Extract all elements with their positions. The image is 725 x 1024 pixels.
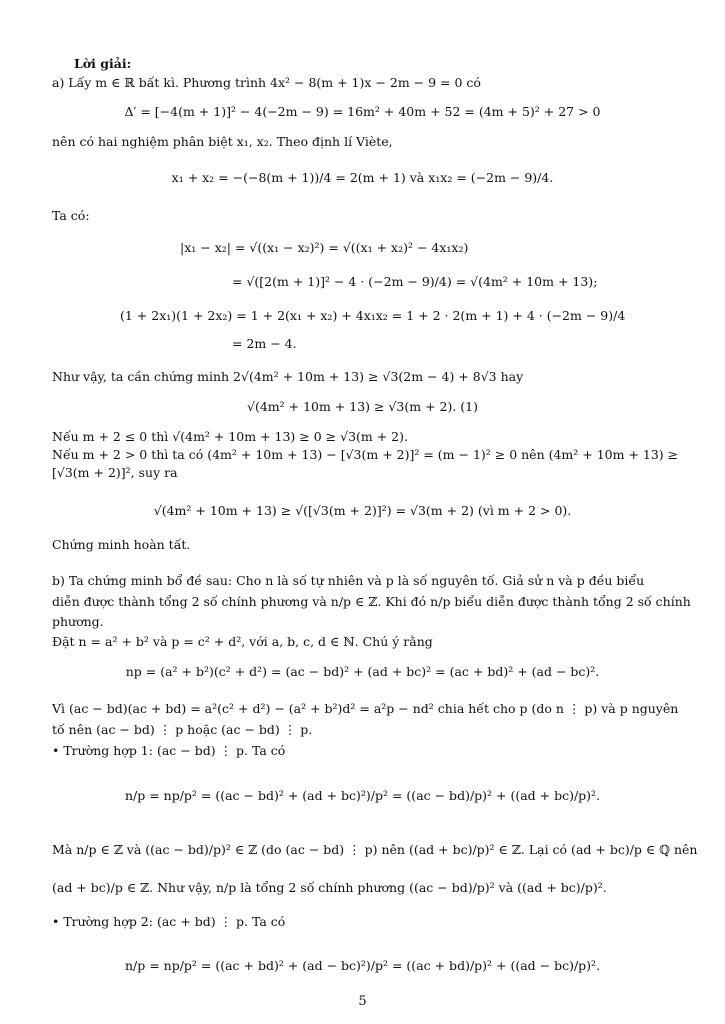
display-equation: n/p = np/p² = ((ac + bd)² + (ad − bc)²)/p² = ((ac + bd)/p)² + ((ad − bc)/p)². [124,958,601,973]
text-line: nên có hai nghiệm phân biệt x₁, x₂. Theo định lí Viète, [52,134,393,149]
text-line: Đặt n = a² + b² và p = c² + d², với a, b, c, d ∈ ℕ. Chú ý rằng [52,634,433,649]
display-equation: = 2m − 4. [232,336,297,351]
text-line: a) Lấy m ∈ ℝ bất kì. Phương trình 4x² − 8(m + 1)x − 2m − 9 = 0 có [52,75,481,90]
text-line: • Trường hợp 1: (ac − bd) ⋮ p. Ta có [52,743,286,758]
text-line: [√3(m + 2)]², suy ra [52,465,178,480]
solution-heading: Lời giải: [74,56,132,71]
display-equation: √(4m² + 10m + 13) ≥ √([√3(m + 2)]²) = √3(m + 2) (vì m + 2 > 0). [153,503,572,518]
text-line: • Trường hợp 2: (ac + bd) ⋮ p. Ta có [52,914,286,929]
text-line: Vì (ac − bd)(ac + bd) = a²(c² + d²) − (a² + b²)d² = a²p − nd² chia hết cho p (do n ⋮ p) và p nguyên [52,701,679,716]
text-line: b) Ta chứng minh bổ đề sau: Cho n là số tự nhiên và p là số nguyên tố. Giả sử n và p đều biểu [52,573,645,588]
display-equation: |x₁ − x₂| = √((x₁ − x₂)²) = √((x₁ + x₂)² − 4x₁x₂) [180,240,469,255]
text-line: Ta có: [52,208,90,223]
text-line: Nếu m + 2 ≤ 0 thì √(4m² + 10m + 13) ≥ 0 ≥ √3(m + 2). [52,429,408,444]
text-line: Nếu m + 2 > 0 thì ta có (4m² + 10m + 13) − [√3(m + 2)]² = (m − 1)² ≥ 0 nên (4m² + 10m + 13) ≥ [52,447,679,462]
text-line: tố nên (ac − bd) ⋮ p hoặc (ac − bd) ⋮ p. [52,722,313,737]
page-number: 5 [358,994,367,1009]
display-equation: np = (a² + b²)(c² + d²) = (ac − bd)² + (ad + bc)² = (ac + bd)² + (ad − bc)². [125,664,600,679]
text-line: phương. [52,614,104,629]
display-equation: (1 + 2x₁)(1 + 2x₂) = 1 + 2(x₁ + x₂) + 4x₁x₂ = 1 + 2 · 2(m + 1) + 4 · (−2m − 9)/4 [120,308,626,323]
display-equation: Δ′ = [−4(m + 1)]² − 4(−2m − 9) = 16m² + 40m + 52 = (4m + 5)² + 27 > 0 [124,104,601,119]
display-equation: n/p = np/p² = ((ac − bd)² + (ad + bc)²)/p² = ((ac − bd)/p)² + ((ad + bc)/p)². [124,788,601,803]
text-line: Như vậy, ta cần chứng minh 2√(4m² + 10m + 13) ≥ √3(2m − 4) + 8√3 hay [52,369,524,384]
display-equation: √(4m² + 10m + 13) ≥ √3(m + 2). (1) [246,399,478,414]
display-equation: = √([2(m + 1)]² − 4 · (−2m − 9)/4) = √(4m² + 10m + 13); [232,274,598,289]
text-line: diễn được thành tổng 2 số chính phương và n/p ∈ ℤ. Khi đó n/p biểu diễn được thành tổng 2 số chính [52,594,691,609]
display-equation: x₁ + x₂ = −(−8(m + 1))/4 = 2(m + 1) và x₁x₂ = (−2m − 9)/4. [171,170,554,185]
text-line: Chứng minh hoàn tất. [52,537,191,552]
text-line: (ad + bc)/p ∈ ℤ. Như vậy, n/p là tổng 2 số chính phương ((ac − bd)/p)² và ((ad + bc)/p)². [52,880,607,895]
text-line: Mà n/p ∈ ℤ và ((ac − bd)/p)² ∈ ℤ (do (ac − bd) ⋮ p) nên ((ad + bc)/p)² ∈ ℤ. Lại có (ad + bc)/p ∈ ℚ nên [52,842,698,857]
